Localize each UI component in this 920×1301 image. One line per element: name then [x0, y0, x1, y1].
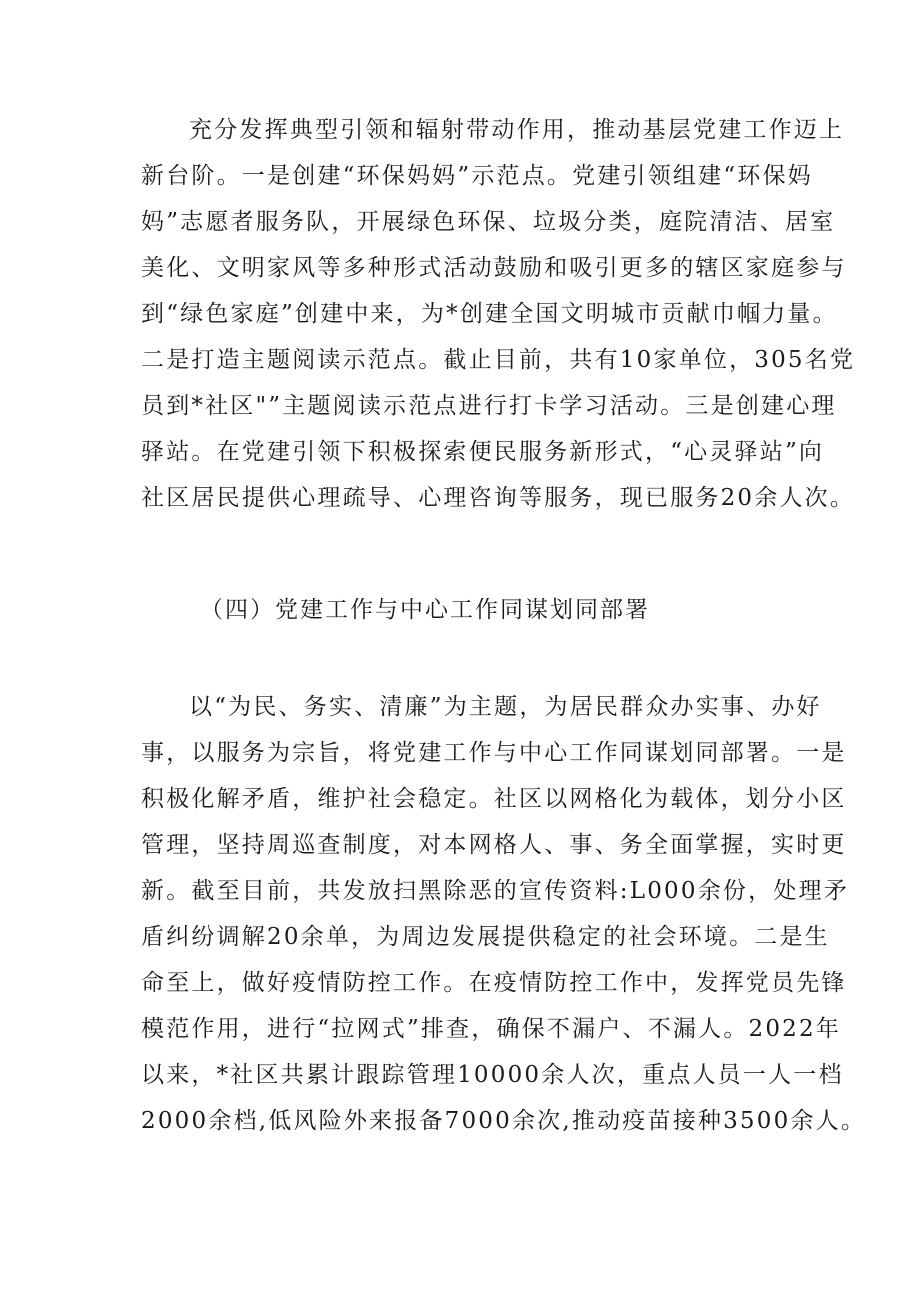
- paragraph-line: 美化、文明家风等多种形式活动鼓励和吸引更多的辖区家庭参与: [141, 255, 847, 281]
- paragraph-line: 事，以服务为宗旨，将党建工作与中心工作同谋划同部署。一是: [141, 740, 847, 766]
- paragraph-line: 积极化解矛盾，维护社会稳定。社区以网格化为载体，划分小区: [141, 786, 847, 812]
- paragraph-line: 盾纠纷调解20余单，为周边发展提供稳定的社会环境。二是生: [141, 924, 830, 950]
- paragraph-line: 员到*社区"”主题阅读示范点进行打卡学习活动。三是创建心理: [141, 393, 837, 419]
- paragraph-line: 新。截至目前，共发放扫黑除恶的宣传资料:L000余份，处理矛: [141, 878, 849, 904]
- paragraph-line: 管理，坚持周巡查制度，对本网格人、事、务全面掌握，实时更: [141, 832, 847, 858]
- paragraph-line: 以“为民、务实、清廉”为主题，为居民群众办实事、办好: [189, 694, 822, 720]
- section-heading: （四）党建工作与中心工作同谋划同部署: [200, 597, 650, 623]
- paragraph-line: 社区居民提供心理疏导、心理咨询等服务，现已服务20余人次。: [141, 485, 856, 511]
- paragraph-line: 以来，*社区共累计跟踪管理10000余人次，重点人员一人一档: [141, 1062, 844, 1088]
- paragraph-line: 二是打造主题阅读示范点。截止目前，共有10家单位，305名党: [141, 347, 856, 373]
- paragraph-line: 2000余档,低风险外来报备7000余次,推动疫苗接种3500余人。: [141, 1108, 867, 1134]
- paragraph-line: 到“绿色家庭”创建中来，为*创建全国文明城市贡献巾帼力量。: [141, 301, 838, 327]
- paragraph-line: 模范作用，进行“拉网式”排查，确保不漏户、不漏人。2022年: [141, 1016, 842, 1042]
- paragraph-line: 妈”志愿者服务队，开展绿色环保、垃圾分类，庭院清洁、居室: [141, 209, 836, 235]
- paragraph-line: 命至上，做好疫情防控工作。在疫情防控工作中，发挥党员先锋: [141, 970, 847, 996]
- paragraph-line: 新台阶。一是创建“环保妈妈”示范点。党建引领组建“环保妈: [141, 163, 813, 189]
- paragraph-line: 驿站。在党建引领下积极探索便民服务新形式，“心灵驿站”向: [141, 439, 825, 465]
- paragraph-line: 充分发挥典型引领和辐射带动作用，推动基层党建工作迈上: [189, 117, 845, 143]
